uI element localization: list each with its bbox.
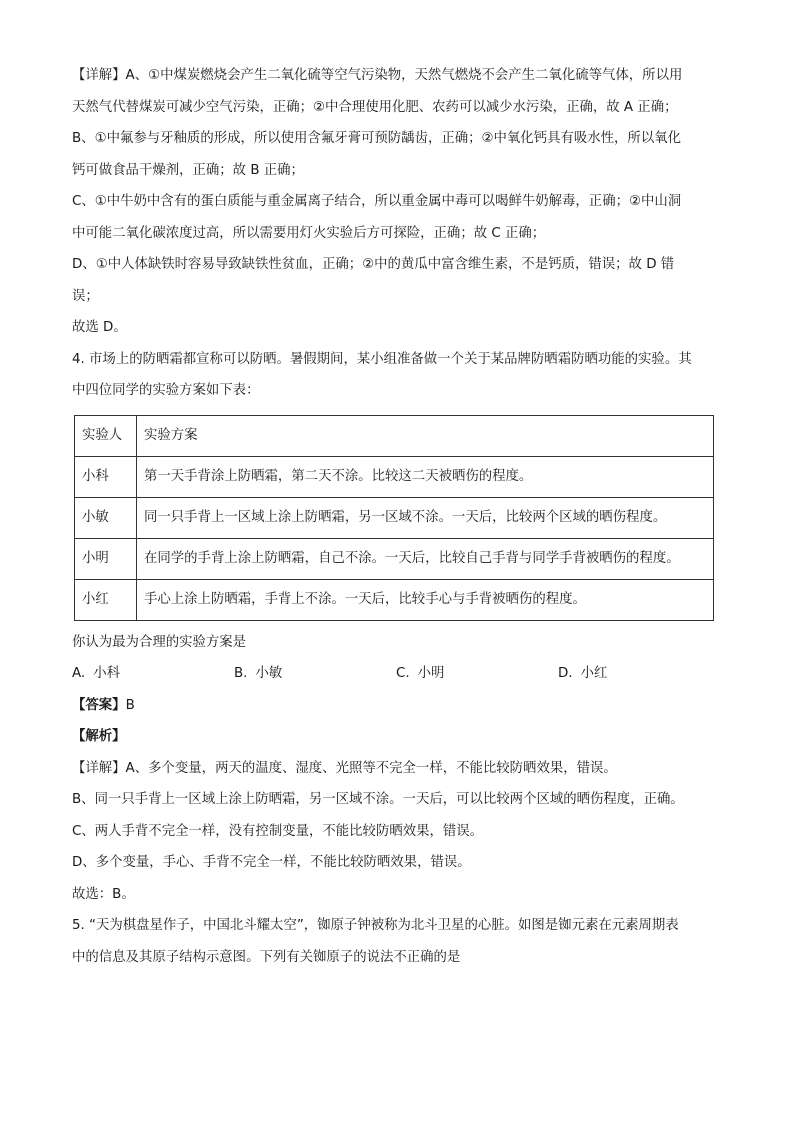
q4-options xyxy=(72,658,722,690)
option-letter: B. xyxy=(234,666,248,681)
option-letter: D. xyxy=(558,666,573,681)
table-row xyxy=(75,456,714,497)
q3-conclusion: 故选 D。 xyxy=(72,320,127,335)
q3-detail-line: 中可能二氧化碳浓度过高，所以需要用灯火实验后方可探险，正确；故 C 正确； xyxy=(72,225,546,241)
option-b xyxy=(234,658,396,690)
table-row xyxy=(75,497,714,538)
document-page xyxy=(72,60,722,973)
table-cell-person: 小红 xyxy=(75,579,137,620)
option-text: 小红 xyxy=(580,666,608,681)
answer-value: B xyxy=(125,697,135,713)
q4-conclusion: 故选：B。 xyxy=(72,886,135,902)
q3-detail-line: C、①中牛奶中含有的蛋白质能与重金属离子结合，所以重金属中毒可以喝鲜牛奶解毒，正确；②中山洞 xyxy=(72,194,682,209)
option-d xyxy=(558,658,720,690)
option-text: 小科 xyxy=(93,666,120,681)
q4-detail-line: C、两人手背不完全一样，没有控制变量，不能比较防晒效果，错误。 xyxy=(72,823,484,839)
table-cell-person: 小敏 xyxy=(75,497,137,538)
q3-detail-line: 天然气代替煤炭可减少空气污染，正确；②中合理使用化肥、农药可以减少水污染，正确，故 A 正确； xyxy=(72,99,678,115)
question-5 xyxy=(72,910,722,973)
option-text: 小敏 xyxy=(255,666,283,681)
q5-stem-line: 中的信息及其原子结构示意图。下列有关铷原子的说法不正确的是 xyxy=(72,949,461,965)
q3-detail-line: 【详解】A、①中煤炭燃烧会产生二氧化硫等空气污染物，天然气燃烧不会产生二氧化硫等气体，所以用 xyxy=(72,68,683,83)
q3-detail-line: 钙可做食品干燥剂，正确；故 B 正确； xyxy=(72,162,304,178)
q4-detail-line: D、多个变量，手心、手背不完全一样，不能比较防晒效果，错误。 xyxy=(72,855,471,870)
q4-detail-line: 【详解】A、多个变量，两天的温度、湿度、光照等不完全一样，不能比较防晒效果，错误。 xyxy=(72,760,617,776)
table-header-cell: 实验人 xyxy=(75,415,137,456)
q5-stem-line: 5. “天为棋盘星作子，中国北斗耀太空”，铷原子钟被称为北斗卫星的心脏。如图是铷元素在元素周期表 xyxy=(72,918,679,933)
option-letter: C. xyxy=(396,666,410,681)
table-cell-person: 小明 xyxy=(75,538,137,579)
table-cell-plan: 手心上涂上防晒霜，手背上不涂。一天后，比较手心与手背被晒伤的程度。 xyxy=(137,579,714,620)
q3-detail-line: 误； xyxy=(72,288,99,304)
option-a xyxy=(72,658,234,690)
option-c xyxy=(396,658,558,690)
table-row xyxy=(75,538,714,579)
table-cell-plan: 第一天手背涂上防晒霜，第二天不涂。比较这二天被晒伤的程度。 xyxy=(137,456,714,497)
answer-label: 【答案】 xyxy=(72,697,126,713)
question-4 xyxy=(72,344,722,911)
table-header-row xyxy=(75,415,714,456)
q4-answer xyxy=(72,690,722,722)
q4-analysis-label: 【解析】 xyxy=(72,729,126,744)
q3-detail-block xyxy=(72,60,722,344)
option-letter: A. xyxy=(72,666,86,681)
q4-detail-line: B、同一只手背上一区域上涂上防晒霜，另一区域不涂。一天后，可以比较两个区域的晒伤程度，正确。 xyxy=(72,792,684,807)
q3-detail-line: B、①中氟参与牙釉质的形成，所以使用含氟牙膏可预防龋齿，正确；②中氧化钙具有吸水性，所以氧化 xyxy=(72,131,681,146)
table-cell-plan: 在同学的手背上涂上防晒霜，自己不涂。一天后，比较自己手背与同学手背被晒伤的程度。 xyxy=(137,538,714,579)
option-text: 小明 xyxy=(417,666,445,681)
q4-stem-line: 4. 市场上的防晒霜都宣称可以防晒。暑假期间，某小组准备做一个关于某品牌防晒霜防晒功能的实验。其 xyxy=(72,351,692,367)
table-cell-plan: 同一只手背上一区域上涂上防晒霜，另一区域不涂。一天后，比较两个区域的晒伤程度。 xyxy=(137,497,714,538)
table-cell-person: 小科 xyxy=(75,456,137,497)
table-row xyxy=(75,579,714,620)
q4-stem-line: 中四位同学的实验方案如下表： xyxy=(72,383,260,398)
experiment-plan-table xyxy=(74,415,714,621)
table-header-cell: 实验方案 xyxy=(137,415,714,456)
q4-question: 你认为最为合理的实验方案是 xyxy=(72,634,247,650)
q3-detail-line: D、①中人体缺铁时容易导致缺铁性贫血，正确；②中的黄瓜中富含维生素，不是钙质，错误；故 D 错 xyxy=(72,257,675,272)
